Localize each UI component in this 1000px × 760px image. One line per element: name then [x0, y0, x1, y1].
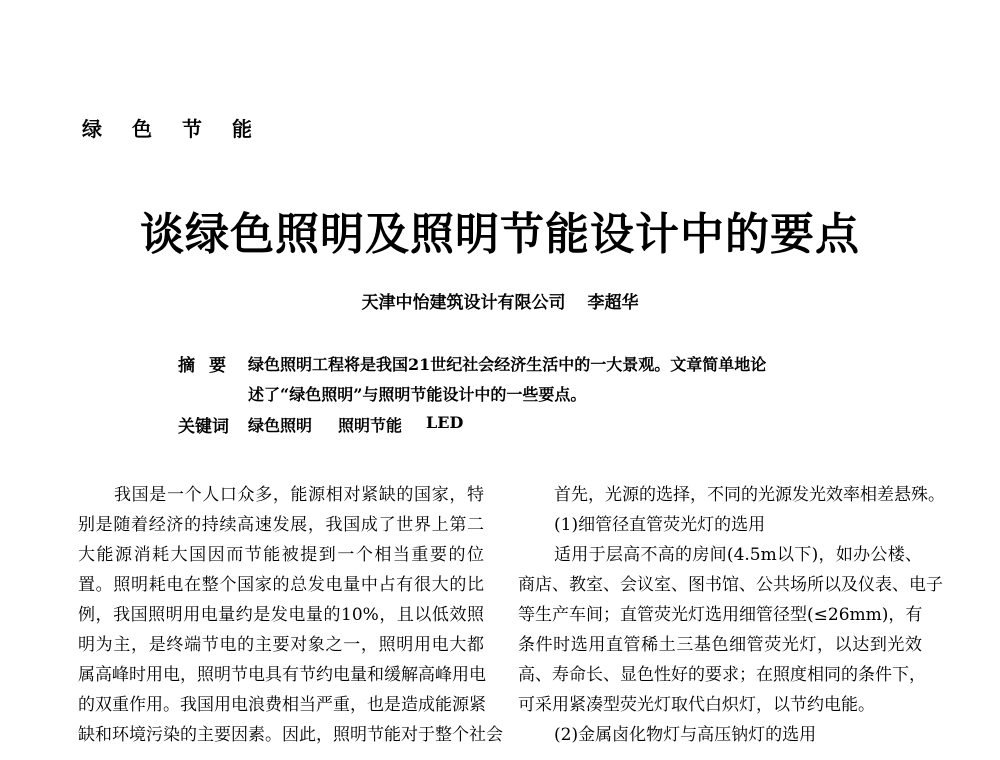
body-line: 别是随着经济的持续高速发展，我国成了世界上第二: [78, 515, 484, 535]
body-line: 明为主，是终端节电的主要对象之一，照明用电大都: [78, 635, 484, 655]
body-line: 适用于层高不高的房间(4.5m以下)，如办公楼、: [554, 545, 922, 565]
body-line: 条件时选用直管稀土三基色细管荧光灯，以达到光效: [518, 635, 922, 655]
body-line: 例，我国照明用电量约是发电量的10%，且以低效照: [78, 605, 484, 625]
keywords-label: 关键词: [178, 417, 229, 437]
body-line: 首先，光源的选择，不同的光源发光效率相差悬殊。: [554, 485, 945, 505]
body-column-right: [518, 480, 945, 750]
body-line: 商店、教室、会议室、图书馆、公共场所以及仪表、电子: [518, 575, 943, 595]
body-line: 等生产车间；直管荧光灯选用细管径型(≤26mm)，有: [518, 605, 923, 625]
article-title: 谈绿色照明及照明节能设计中的要点: [140, 209, 860, 260]
subheading: (2)金属卤化物灯与高压钠灯的选用: [554, 725, 817, 745]
keyword: LED: [426, 413, 464, 432]
body-line: 可采用紧凑型荧光灯取代白炽灯，以节约电能。: [518, 695, 875, 715]
keyword: 照明节能: [338, 416, 403, 435]
abstract-line: 述了“绿色照明”与照明节能设计中的一些要点。: [248, 385, 587, 404]
subheading: (1)细管径直管荧光灯的选用: [554, 515, 766, 535]
keyword: 绿色照明: [248, 416, 313, 435]
author: 李超华: [587, 293, 639, 313]
byline: [0, 288, 1000, 313]
body-line: 置。照明耗电在整个国家的总发电量中占有很大的比: [78, 575, 484, 595]
body-line: 高、寿命长、显色性好的要求；在照度相同的条件下，: [518, 665, 926, 685]
body-line: 属高峰时用电，照明节电具有节约电量和缓解高峰用电: [78, 665, 486, 685]
body-line: 大能源消耗大国因而节能被提到一个相当重要的位: [78, 545, 484, 565]
body-line: 的双重作用。我国用电浪费相当严重，也是造成能源紧: [78, 695, 486, 715]
affiliation: 天津中怡建筑设计有限公司: [361, 293, 566, 313]
body-column-left: [78, 480, 503, 750]
body-line: 缺和环境污染的主要因素。因此，照明节能对于整个社会: [78, 725, 503, 745]
body-line: 我国是一个人口众多，能源相对紧缺的国家，特: [114, 485, 484, 505]
abstract-label: 摘要: [178, 356, 240, 376]
section-label: 绿色节能: [82, 117, 282, 141]
abstract-line: 绿色照明工程将是我国21世纪社会经济生活中的一大景观。文章简单地论: [248, 355, 767, 374]
